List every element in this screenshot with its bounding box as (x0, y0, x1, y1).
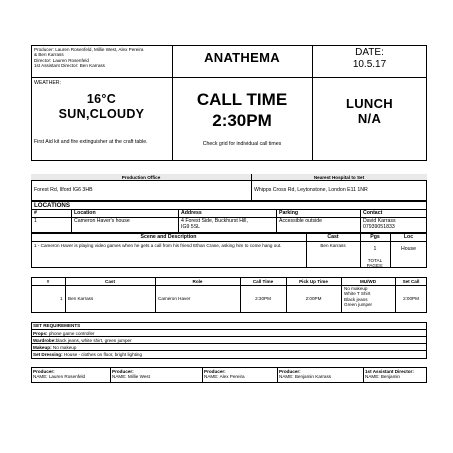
signoff-producer-3 (204, 369, 245, 380)
scene-cast: Ben Karrass (320, 243, 346, 248)
production-title: ANATHEMA (204, 50, 280, 65)
requirement-label: Makeup: (33, 344, 52, 350)
call-time-label: CALL TIME (196, 90, 288, 109)
signoff-name: NAME: Millie West (112, 373, 150, 379)
scene-loc: House (401, 246, 416, 252)
signoff-role: Producer: (112, 368, 134, 374)
requirement-label: Set Dressing: (33, 351, 63, 357)
requirement-wardrobe (33, 338, 132, 343)
producer-line: & Ben Karrass (34, 52, 64, 58)
signoff-producer-2 (112, 369, 150, 380)
requirement-value: House - clothes on floor, bright lighting (62, 351, 143, 357)
signoff-name: NAME: Benjamin Karrass (279, 373, 332, 379)
cast-col-muwd: MU/WD (359, 279, 377, 284)
signoff-producer-4 (279, 369, 331, 380)
call-time-note: Check grid for individual call times (202, 141, 282, 147)
signoff-role: Producer: (33, 368, 55, 374)
weather-conditions: SUN,CLOUDY (58, 107, 145, 121)
signoff-name: NAME: Alex Pereira (204, 373, 245, 379)
hospital-label: Nearest Hospital to Set (313, 174, 365, 180)
signoff-name: NAME: Lauren Rosenfeld (33, 373, 86, 379)
loc-col-location: Location (74, 210, 96, 216)
requirement-makeup (33, 345, 76, 350)
signoff-role: Producer: (279, 368, 301, 374)
requirement-label: Wardrobe: (33, 337, 56, 343)
production-office-address: Forest Rd, Ilford IG6 3HB (34, 187, 93, 193)
requirement-props (33, 331, 95, 336)
lunch-value: N/A (357, 111, 382, 126)
cast-col-call-time: Call Time (252, 279, 274, 284)
signoff-role: 1st Assistant Director: (365, 368, 414, 374)
scene-col-loc: Loc (403, 234, 414, 240)
loc-col-parking: Parking (279, 210, 299, 216)
signoff-role: Producer: (204, 368, 226, 374)
safety-note: First Aid kit and fire extinguisher at the craft table. (34, 139, 148, 145)
locations-section-label: LOCATIONS (34, 201, 70, 209)
producer-line: Producer: Lauren Rosenfeld, Millie West, Alex Pereira (34, 47, 144, 52)
requirement-value: phone game controller (47, 330, 95, 336)
temperature: 16°C (86, 92, 117, 106)
cast-col-num: # (46, 279, 50, 284)
requirement-label: Props: (33, 330, 48, 336)
assistant-director-line: 1st Assistant Director: Ben Karrass (34, 63, 105, 69)
cast-col-role: Role (192, 279, 203, 284)
cast-call-time: 2:30PM (255, 296, 271, 301)
cast-col-set-call: Set Call (402, 279, 420, 284)
cast-col-name: Cast (105, 279, 115, 284)
muwd-line: No makeup (344, 286, 368, 291)
requirement-value: No makeup (51, 344, 77, 350)
cast-pickup-time: 2:00PM (305, 296, 322, 301)
cast-set-call: 2:00PM (403, 296, 419, 301)
requirement-value: black jeans, white shirt, green jumper (55, 337, 132, 343)
scene-col-cast: Cast (327, 234, 339, 240)
contact-name: David Karrass (363, 218, 396, 224)
scene-col-pages: Pgs (370, 234, 380, 240)
signoff-name: NAME: Benjamin (365, 373, 400, 379)
scene-description: 1 - Cameron Haver is playing video games when he gets a call from his friend Ethan Crane, asking him to come hang out. (34, 243, 282, 248)
scene-col-description: Scene and Description (140, 234, 197, 240)
muwd-line: Black jeans (344, 296, 368, 302)
location-address-line: IG9 5SL (181, 224, 201, 230)
cast-role: Cameron Haver (158, 296, 191, 301)
contact-phone: 07939051833 (363, 224, 395, 230)
muwd-line: White T Shirt (344, 291, 371, 297)
location-name: Cameron Haver's house (74, 218, 130, 224)
director-line: Director: Lauren Rosenfeld (34, 57, 89, 63)
loc-col-num: # (34, 210, 37, 216)
cast-num: 1 (60, 296, 63, 301)
cast-name: Ben Karrass (68, 296, 94, 301)
location-num: 1 (34, 218, 37, 224)
set-requirements-title: SET REQUIREMENTS (33, 323, 81, 328)
hospital-address: Whipps Cross Rd, Leytonstone, London E11 1NR (254, 187, 368, 193)
loc-col-contact: Contact (363, 210, 383, 216)
signoff-assistant-director (365, 369, 414, 380)
requirement-set-dressing (33, 352, 142, 357)
weather-label: WEATHER: (34, 80, 61, 86)
production-office-label: Production Office (121, 174, 161, 180)
scene-pages: 1 (373, 246, 377, 252)
date-label: DATE: (355, 47, 384, 58)
producer-credits (34, 47, 170, 69)
location-address-line: 4 Forest Side, Buckhurst Hill, (181, 218, 248, 224)
cast-col-pickup: Pick Up Time (299, 279, 328, 284)
loc-col-address: Address (181, 210, 202, 216)
lunch-label: LUNCH (346, 96, 393, 111)
signoff-producer-1 (33, 369, 85, 380)
muwd-line: Green jumper (344, 301, 373, 307)
total-pages-label: TOTAL PAGES: (366, 258, 384, 268)
date-value: 10.5.17 (352, 59, 387, 70)
location-parking: Accessible outside (279, 218, 322, 224)
call-time-value: 2:30PM (212, 111, 272, 130)
